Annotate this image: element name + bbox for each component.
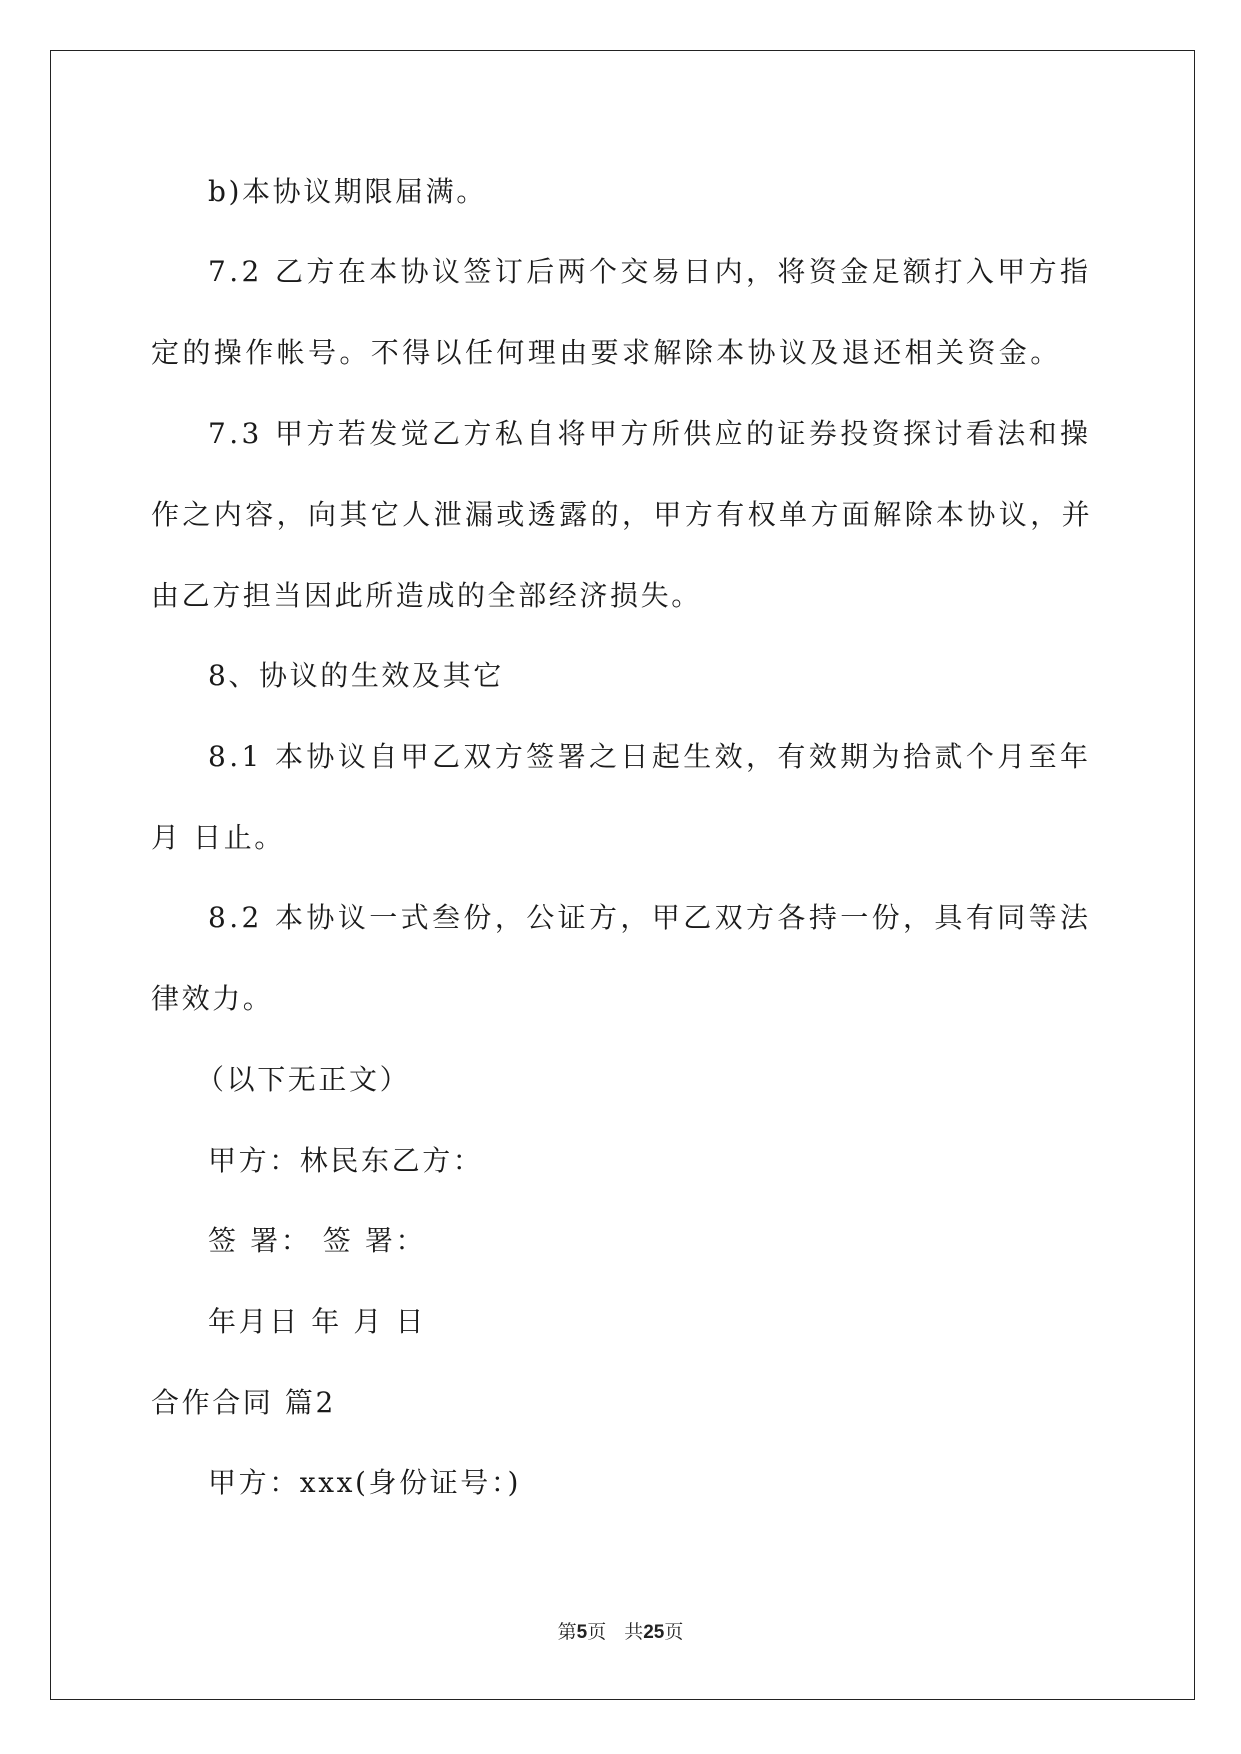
clause-7-2-line-1: 7.2 乙方在本协议签订后两个交易日内，将资金足额打入甲方指	[208, 255, 1092, 288]
section-8-heading: 8、协议的生效及其它	[208, 659, 504, 692]
no-further-text-note: （以下无正文）	[196, 1063, 411, 1096]
footer-total-suffix: 页	[664, 1621, 684, 1643]
clause-7-1-b: b)本协议期限届满。	[208, 175, 487, 208]
footer-total-prefix: 共	[624, 1621, 644, 1643]
clause-8-1-line-2: 月 日止。	[151, 821, 285, 854]
clause-7-3-line-1: 7.3 甲方若发觉乙方私自将甲方所供应的证券投资探讨看法和操	[208, 417, 1092, 450]
clause-7-2-line-2: 定的操作帐号。不得以任何理由要求解除本协议及退还相关资金。	[151, 336, 1062, 369]
clause-8-1-line-1: 8.1 本协议自甲乙双方签署之日起生效，有效期为拾贰个月至年	[208, 740, 1092, 773]
contract-2-heading: 合作合同 篇2	[151, 1386, 336, 1419]
clause-7-3-line-2: 作之内容，向其它人泄漏或透露的，甲方有权单方面解除本协议，并	[151, 498, 1094, 531]
footer-prefix: 第	[557, 1621, 577, 1643]
clause-8-2-line-1: 8.2 本协议一式叁份，公证方，甲乙双方各持一份，具有同等法	[208, 901, 1092, 934]
date-line: 年月日 年 月 日	[208, 1305, 427, 1338]
footer-page-suffix: 页	[587, 1621, 607, 1643]
clause-7-3-line-3: 由乙方担当因此所造成的全部经济损失。	[151, 579, 702, 612]
party-names-line: 甲方：林民东乙方：	[208, 1144, 484, 1177]
signature-line: 签 署： 签 署：	[208, 1224, 427, 1257]
total-page-count: 25	[643, 1622, 665, 1643]
contract-2-party-a: 甲方：xxx(身份证号：)	[208, 1466, 522, 1499]
clause-8-2-line-2: 律效力。	[151, 982, 274, 1015]
page-border	[50, 50, 1195, 1700]
page-footer	[0, 1620, 1241, 1645]
current-page-number: 5	[576, 1622, 588, 1643]
